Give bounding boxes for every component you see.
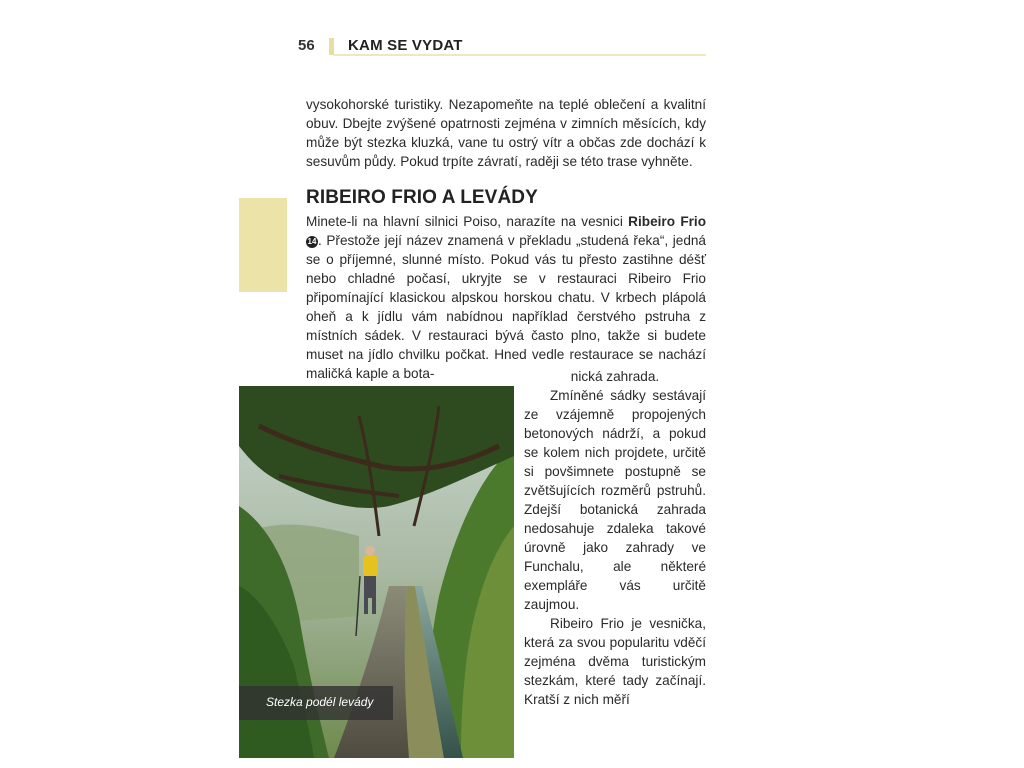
section-marker-box [239, 198, 287, 292]
header-accent-bar [329, 38, 334, 55]
photo-caption [239, 686, 393, 720]
header-rule [334, 54, 706, 56]
para1-end: . Přestože její název znamená v překladu „studená řeka“, jedná se o příjemné, slunné místo. Pokud vás tu přesto zastihne déšť nebo chladné počasí, ukryjte se v restauraci Ribeiro Frio připomínající klasickou alpskou horskou chatu. V krbech plápolá oheň a k jídlu vám nabídnou například čerstvého pstruha z místních sádek. V restauraci bývá často plno, takže si budete muset na jídlo chvilku počkat. Hned vedle restaurace se nachází maličká kaple a bota- [306, 233, 706, 381]
section-heading: RIBEIRO FRIO A LEVÁDY [306, 187, 538, 208]
page-number: 56 [298, 37, 315, 54]
paragraph-ribeiro: Ribeiro Frio je vesnička, která za svou popularitu vděčí zejména dvěma turistickým stezkám, které tady začínají. Kratší z nich měří [524, 616, 706, 707]
running-header [298, 36, 706, 56]
intro-text: vysokohorské turistiky. Nezapomeňte na teplé oblečení a kvalitní obuv. Dbejte zvýšené opatrnosti zejména v zimních měsících, kdy může být stezka kluzká, vane tu ostrý vítr a občas zde dochází k sesuvům půdy. Pokud trpíte závratí, raději se této trase vyhněte. [306, 97, 706, 169]
paragraph-sadky: Zmíněné sádky sestávají ze vzájemně propojených betonových nádrží, a pokud se kolem nich projdete, určitě si povšimnete postupně se zvětšujících rozměrů pstruhů. Zdejší botanická zahrada nedosahuje zdaleka takové úrovně jako zahrady ve Funchalu, ale některé exempláře vás určitě zaujmou. [524, 388, 706, 612]
main-paragraph [306, 212, 706, 383]
section-title: KAM SE VYDAT [348, 37, 463, 54]
right-column [524, 367, 706, 709]
map-marker-badge: 14 [307, 237, 317, 246]
para1-start: Minete-li na hlavní silnici Poiso, narazíte na vesnici [306, 214, 629, 229]
place-name: Ribeiro Frio [628, 214, 706, 229]
intro-paragraph [306, 95, 706, 171]
main-paragraph-text [306, 212, 706, 383]
para1-tail: nická zahrada. [570, 369, 660, 384]
photo-caption-text: Stezka podél levády [266, 695, 374, 709]
